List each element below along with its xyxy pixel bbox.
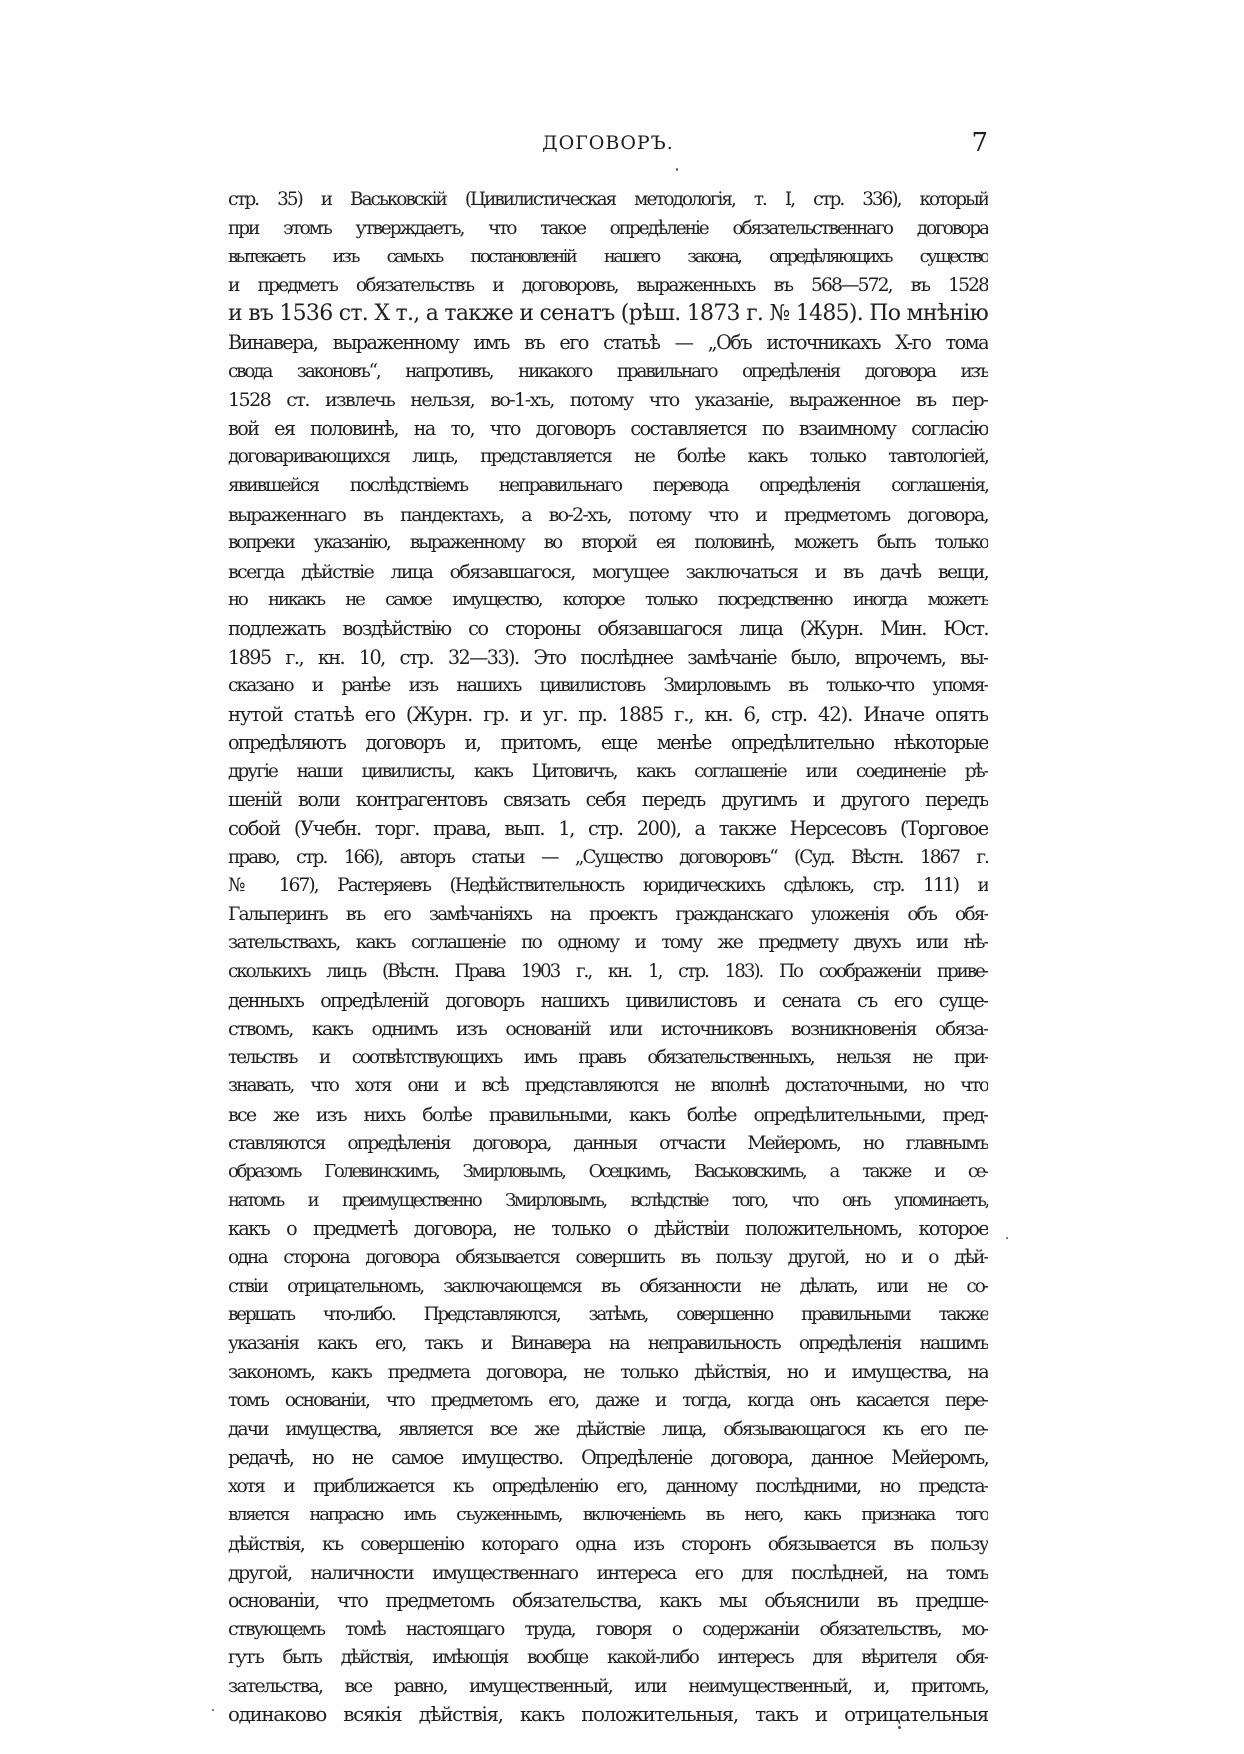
text-line: другіе наши цивилисты, какъ Цитовичъ, какъ соглашеніе или соединеніе рѣ- <box>228 760 988 782</box>
page-header <box>228 128 988 164</box>
text-line: шеній воли контрагентовъ связать себя передъ другимъ и другого передъ <box>228 788 988 812</box>
text-line: редачѣ, но не самое имущество. Опредѣленіе договора, данное Мейеромъ, <box>228 1446 988 1470</box>
text-line: право, стр. 166), авторъ статьи — „Существо договоровъ“ (Суд. Вѣстн. 1867 г. <box>228 846 988 868</box>
text-line: Гальперинъ въ его замѣчаніяхъ на проектъ гражданскаго уложенія объ обя- <box>228 903 988 925</box>
text-line: указанія какъ его, такъ и Винавера на неправильность опредѣленія нашимъ <box>228 1332 988 1354</box>
text-line: ставляются опредѣленія договора, данныя отчасти Мейеромъ, но главнымъ <box>228 1132 988 1154</box>
text-line: сколькихъ лицъ (Вѣстн. Права 1903 г., кн. 1, стр. 183). По соображеніи приве- <box>228 961 988 983</box>
text-line: 1528 ст. извлечь нельзя, во-1-хъ, потому что указаніе, выраженное въ пер- <box>228 388 988 412</box>
text-line: вопреки указанію, выраженному во второй ея половинѣ, можетъ быть только <box>228 532 988 554</box>
text-line: вляется напрасно имъ съуженнымъ, включеніемъ въ него, какъ признака того <box>228 1504 988 1526</box>
text-line: зательствахъ, какъ соглашеніе по одному и тому же предмету двухъ или нѣ- <box>228 932 988 954</box>
text-line: зательства, все равно, имущественный, или неимущественный, и, притомъ, <box>228 1675 988 1697</box>
text-line: денныхъ опредѣленій договоръ нашихъ цивилистовъ и сената съ его суще- <box>228 988 988 1012</box>
text-line: вершать что-либо. Представляются, затѣмъ, совершенно правильными также <box>228 1304 988 1326</box>
text-line: натомъ и преимущественно Змирловымъ, вслѣдствіе того, что онъ упоминаетъ, <box>228 1189 988 1211</box>
text-line: стр. 35) и Васьковскій (Цивилистическая методологія, т. I, стр. 336), который <box>228 189 988 210</box>
text-line: вой ея половинѣ, на то, что договоръ составляется по взаимному согласію <box>228 416 988 440</box>
text-line: образомъ Голевинскимъ, Змирловымъ, Осецкимъ, Васьковскимъ, а также и се- <box>228 1161 988 1183</box>
text-line: при этомъ утверждаетъ, что такое опредѣленіе обязательственнаго договора <box>228 217 988 239</box>
body-text <box>228 186 988 1730</box>
text-line: сказано и ранѣе изъ нашихъ цивилистовъ Змирловымъ въ только-что упомя- <box>228 675 988 697</box>
page-number: 7 <box>971 128 988 158</box>
text-line: вытекаетъ изъ самыхъ постановленій нашего закона, опредѣляющихъ существо <box>228 246 988 268</box>
text-line: и предметъ обязательствъ и договоровъ, выраженныхъ въ 568—572, въ 1528 <box>228 274 988 296</box>
text-line: свода законовъ“, напротивъ, никакого правильнаго опредѣленія договора изъ <box>228 360 988 382</box>
print-speck <box>212 1709 214 1711</box>
text-line: основаніи, что предметомъ обязательства, какъ мы объяснили въ предше- <box>228 1589 988 1613</box>
text-line: знавать, что хотя они и всѣ представляются не вполнѣ достаточными, но что <box>228 1075 988 1097</box>
text-line: закономъ, какъ предмета договора, не только дѣйствія, но и имущества, на <box>228 1361 988 1384</box>
text-line: подлежать воздѣйствію со стороны обязавшагося лица (Журн. Мин. Юст. <box>228 616 988 640</box>
text-line: 1895 г., кн. 10, стр. 32—33). Это послѣднее замѣчаніе было, впрочемъ, вы- <box>228 645 988 669</box>
text-line: все же изъ нихъ болѣе правильными, какъ болѣе опредѣлительными, пред- <box>228 1104 988 1126</box>
text-line: томъ основаніи, что предметомъ его, даже и тогда, когда онъ касается пере- <box>228 1389 988 1411</box>
text-line: № 167), Растеряевъ (Недѣйствительность юридическихъ сдѣлокъ, стр. 111) и <box>228 875 988 897</box>
text-line: какъ о предметѣ договора, не только о дѣйствіи положительномъ, которое <box>228 1217 988 1241</box>
print-speck <box>898 1726 901 1729</box>
text-line: дачи имущества, является все же дѣйствіе лица, обязывающагося къ его пе- <box>228 1418 988 1440</box>
text-line: хотя и приближается къ опредѣленію его, данному послѣдними, но предста- <box>228 1475 988 1497</box>
text-line: договаривающихся лицъ, представляется не болѣе какъ только тавтологіей, <box>228 446 988 468</box>
text-line: нутой статьѣ его (Журн. гр. и уг. пр. 1885 г., кн. 6, стр. 42). Иначе опять <box>228 702 988 726</box>
text-line: опредѣляютъ договоръ и, притомъ, еще менѣе опредѣлительно нѣкоторые <box>228 731 988 755</box>
text-line: ствующемъ томѣ настоящаго труда, говоря о содержаніи обязательствъ, мо- <box>228 1618 988 1640</box>
print-speck <box>1006 1237 1008 1239</box>
text-line: ствіи отрицательномъ, заключающемся въ обязанности не дѣлать, или не со- <box>228 1275 988 1297</box>
text-line: дѣйствія, къ совершенію котораго одна изъ сторонъ обязывается въ пользу <box>228 1532 988 1555</box>
text-line: гутъ быть дѣйствія, имѣющія вообще какой-либо интересъ для вѣрителя обя- <box>228 1647 988 1669</box>
text-line: ствомъ, какъ однимъ изъ основаній или источниковъ возникновенія обяза- <box>228 1018 988 1041</box>
running-title: ДОГОВОРЪ. <box>542 132 674 154</box>
text-line: одинаково всякія дѣйствія, какъ положительныя, такъ и отрицательныя <box>228 1703 988 1727</box>
text-line: явившейся послѣдствіемъ неправильнаго перевода опредѣленія соглашенія, <box>228 474 988 496</box>
text-line: другой, наличности имущественнаго интереса его для послѣдней, на томъ <box>228 1561 988 1584</box>
text-line: тельствъ и соотвѣтствующихъ имъ правъ обязательственныхъ, нельзя не при- <box>228 1046 988 1068</box>
text-line: Винавера, выраженному имъ въ его статьѣ — „Объ источникахъ X-го тома <box>228 330 988 354</box>
text-line: всегда дѣйствіе лица обязавшагося, могущее заключаться и въ дачѣ вещи, <box>228 560 988 583</box>
text-line: выраженнаго въ пандектахъ, а во-2-хъ, потому что и предметомъ договора, <box>228 503 988 526</box>
text-line: собой (Учебн. торг. права, вып. 1, стр. 200), а также Нерсесовъ (Торговое <box>228 817 988 841</box>
print-speck <box>676 168 678 171</box>
text-line: но никакъ не самое имущество, которое только посредственно иногда можетъ <box>228 589 988 611</box>
text-line: одна сторона договора обязывается совершить въ пользу другой, но и о дѣй- <box>228 1246 988 1268</box>
text-line: и въ 1536 ст. X т., а также и сенатъ (рѣш. 1873 г. № 1485). По мнѣнію <box>228 301 988 327</box>
